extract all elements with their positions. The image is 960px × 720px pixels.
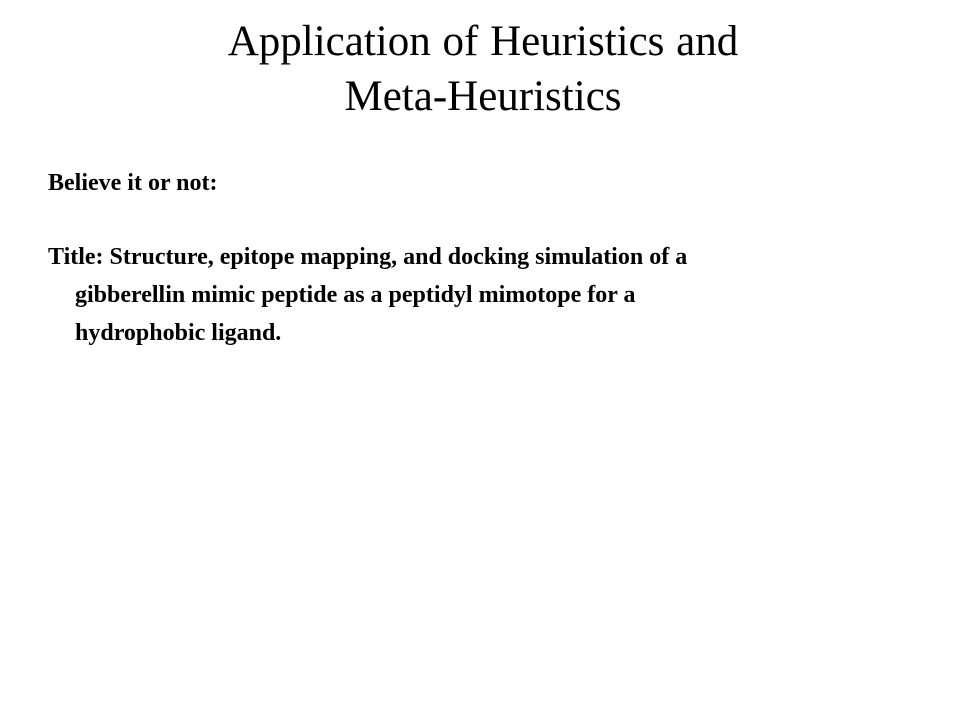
slide-title [0, 14, 960, 124]
paper-title-line-3: hydrophobic ligand. [75, 320, 282, 346]
paper-title-line-1: Title: Structure, epitope mapping, and docking simulation of a [48, 244, 688, 270]
paper-title-line-2: gibberellin mimic peptide as a peptidyl mimotope for a [75, 282, 636, 308]
slide-title-line-1: Application of Heuristics and [227, 18, 739, 65]
intro-text: Believe it or not: [48, 170, 218, 196]
paper-title [48, 238, 928, 352]
slide-title-line-2: Meta-Heuristics [344, 73, 622, 120]
